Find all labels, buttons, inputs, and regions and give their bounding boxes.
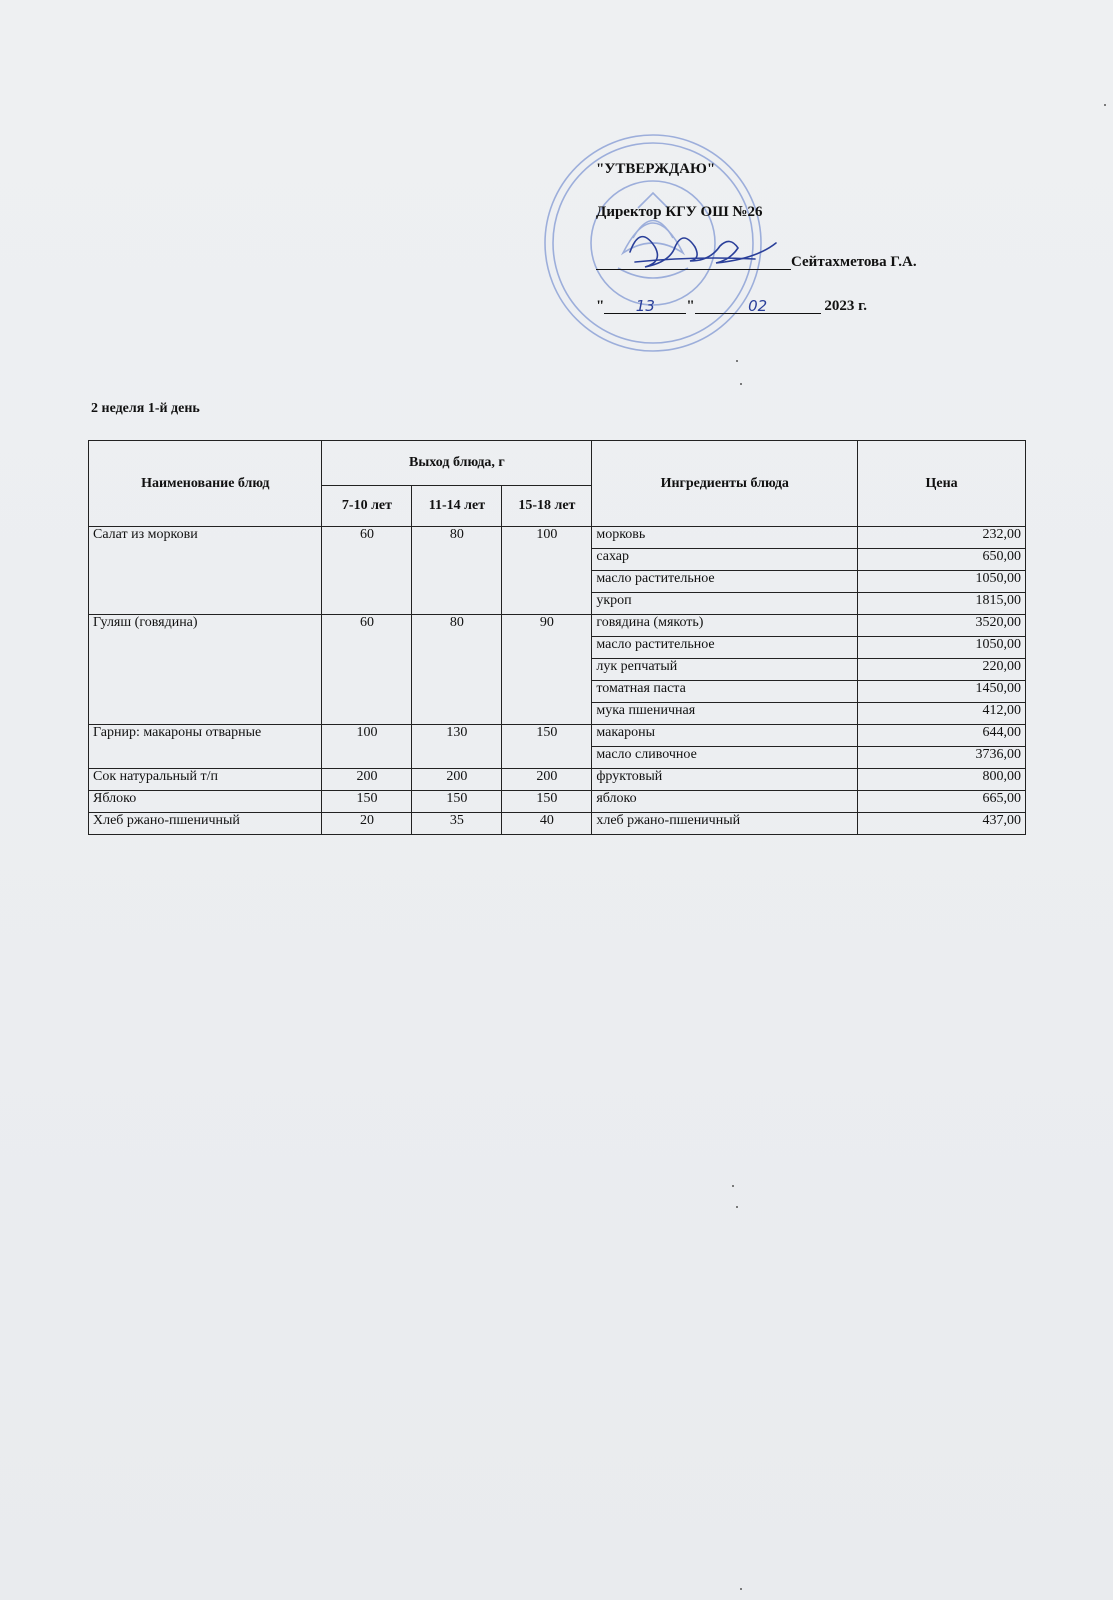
yield-11-14: 80 — [412, 527, 502, 615]
ingredient-price: 232,00 — [858, 527, 1026, 549]
dish-name: Гуляш (говядина) — [89, 615, 322, 725]
menu-table — [88, 440, 1026, 835]
dish-name: Хлеб ржано-пшеничный — [89, 813, 322, 835]
ingredient-name: яблоко — [592, 791, 858, 813]
yield-7-10: 60 — [322, 615, 412, 725]
signature-underline — [596, 255, 791, 270]
ingredient-price: 800,00 — [858, 769, 1026, 791]
ingredient-name: масло сливочное — [592, 747, 858, 769]
table-row — [89, 615, 1026, 637]
ingredient-price: 3736,00 — [858, 747, 1026, 769]
yield-15-18: 150 — [502, 725, 592, 769]
ingredient-price: 3520,00 — [858, 615, 1026, 637]
yield-15-18: 90 — [502, 615, 592, 725]
yield-15-18: 40 — [502, 813, 592, 835]
ingredient-name: морковь — [592, 527, 858, 549]
ingredient-price: 1450,00 — [858, 681, 1026, 703]
header-ingredients: Ингредиенты блюда — [592, 441, 858, 527]
ingredient-name: макароны — [592, 725, 858, 747]
ingredient-name: укроп — [592, 593, 858, 615]
ingredient-price: 644,00 — [858, 725, 1026, 747]
header-dish: Наименование блюд — [89, 441, 322, 527]
table-row — [89, 813, 1026, 835]
yield-11-14: 130 — [412, 725, 502, 769]
ingredient-name: фруктовый — [592, 769, 858, 791]
ingredient-name: мука пшеничная — [592, 703, 858, 725]
director-signature — [620, 222, 800, 282]
ingredient-name: томатная паста — [592, 681, 858, 703]
ingredient-price: 1050,00 — [858, 571, 1026, 593]
approval-heading: "УТВЕРЖДАЮ" — [596, 161, 716, 177]
ingredient-price: 220,00 — [858, 659, 1026, 681]
ingredient-price: 412,00 — [858, 703, 1026, 725]
ingredient-price: 1050,00 — [858, 637, 1026, 659]
header-age-7-10: 7-10 лет — [322, 486, 412, 527]
yield-11-14: 150 — [412, 791, 502, 813]
approval-signature-line — [596, 255, 917, 270]
ingredient-name: лук репчатый — [592, 659, 858, 681]
date-open-quote: " — [596, 298, 605, 314]
header-yield: Выход блюда, г — [322, 441, 592, 486]
ingredient-name: масло растительное — [592, 571, 858, 593]
table-row — [89, 791, 1026, 813]
ingredient-price: 665,00 — [858, 791, 1026, 813]
date-day: 13 — [604, 299, 686, 314]
yield-11-14: 80 — [412, 615, 502, 725]
ingredient-price: 1815,00 — [858, 593, 1026, 615]
table-row — [89, 725, 1026, 747]
header-age-15-18: 15-18 лет — [502, 486, 592, 527]
yield-15-18: 200 — [502, 769, 592, 791]
ingredient-name: сахар — [592, 549, 858, 571]
approval-date-line — [596, 299, 867, 314]
ingredient-price: 650,00 — [858, 549, 1026, 571]
yield-7-10: 200 — [322, 769, 412, 791]
header-price: Цена — [858, 441, 1026, 527]
approval-position: Директор КГУ ОШ №26 — [596, 204, 763, 220]
table-row — [89, 769, 1026, 791]
yield-15-18: 100 — [502, 527, 592, 615]
ingredient-name: масло растительное — [592, 637, 858, 659]
yield-11-14: 200 — [412, 769, 502, 791]
yield-15-18: 150 — [502, 791, 592, 813]
ingredient-name: хлеб ржано-пшеничный — [592, 813, 858, 835]
dish-name: Яблоко — [89, 791, 322, 813]
yield-7-10: 60 — [322, 527, 412, 615]
dish-name: Гарнир: макароны отварные — [89, 725, 322, 769]
director-name: Сейтахметова Г.А. — [791, 254, 917, 270]
yield-7-10: 150 — [322, 791, 412, 813]
dish-name: Сок натуральный т/п — [89, 769, 322, 791]
menu-day-title: 2 неделя 1-й день — [91, 401, 200, 416]
table-row — [89, 527, 1026, 549]
yield-7-10: 100 — [322, 725, 412, 769]
ingredient-name: говядина (мякоть) — [592, 615, 858, 637]
header-age-11-14: 11-14 лет — [412, 486, 502, 527]
date-year: 2023 г. — [824, 298, 868, 314]
yield-7-10: 20 — [322, 813, 412, 835]
ingredient-price: 437,00 — [858, 813, 1026, 835]
date-month: 02 — [695, 299, 821, 314]
dish-name: Салат из моркови — [89, 527, 322, 615]
date-close-quote: " — [686, 298, 695, 314]
yield-11-14: 35 — [412, 813, 502, 835]
